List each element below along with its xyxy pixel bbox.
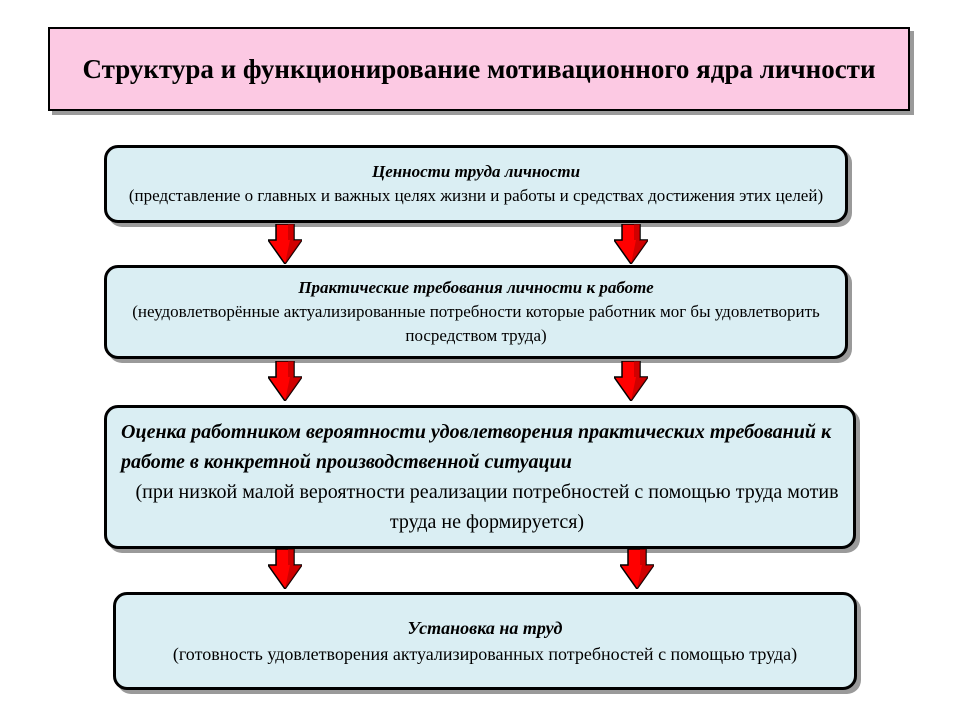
stage-description: (при низкой малой вероятности реализации потребностей с помощью труда мотив труда не формируется) [135, 481, 839, 533]
stage-description: (представление о главных и важных целях жизни и работы и средствах достижения этих целей) [128, 186, 824, 205]
stage-heading: Установка на труд [407, 618, 563, 638]
stage-heading: Практические требования личности к работе [298, 278, 654, 297]
down-arrow-icon [268, 361, 302, 401]
down-arrow-icon [268, 224, 302, 264]
stage-box-work-values [104, 145, 848, 223]
stage-description: (готовность удовлетворения актуализированных потребностей с помощью труда) [172, 644, 798, 664]
down-arrow-icon [620, 549, 654, 589]
stage-box-practical-requirements [104, 265, 848, 359]
stage-description: (неудовлетворённые актуализированные потребности которые работник мог бы удовлетворить посредством труда) [132, 302, 820, 345]
page-title-text: Структура и функционирование мотивационного ядра личности [82, 54, 876, 84]
stage-heading: Оценка работником вероятности удовлетворения практических требований к работе в конкретной производственной ситуации [121, 421, 832, 473]
stage-box-probability-assessment [104, 405, 856, 549]
stage-box-work-attitude [113, 592, 857, 690]
down-arrow-icon [614, 361, 648, 401]
down-arrow-icon [268, 549, 302, 589]
page-title [48, 27, 910, 111]
stage-heading: Ценности труда личности [371, 162, 581, 181]
down-arrow-icon [614, 224, 648, 264]
